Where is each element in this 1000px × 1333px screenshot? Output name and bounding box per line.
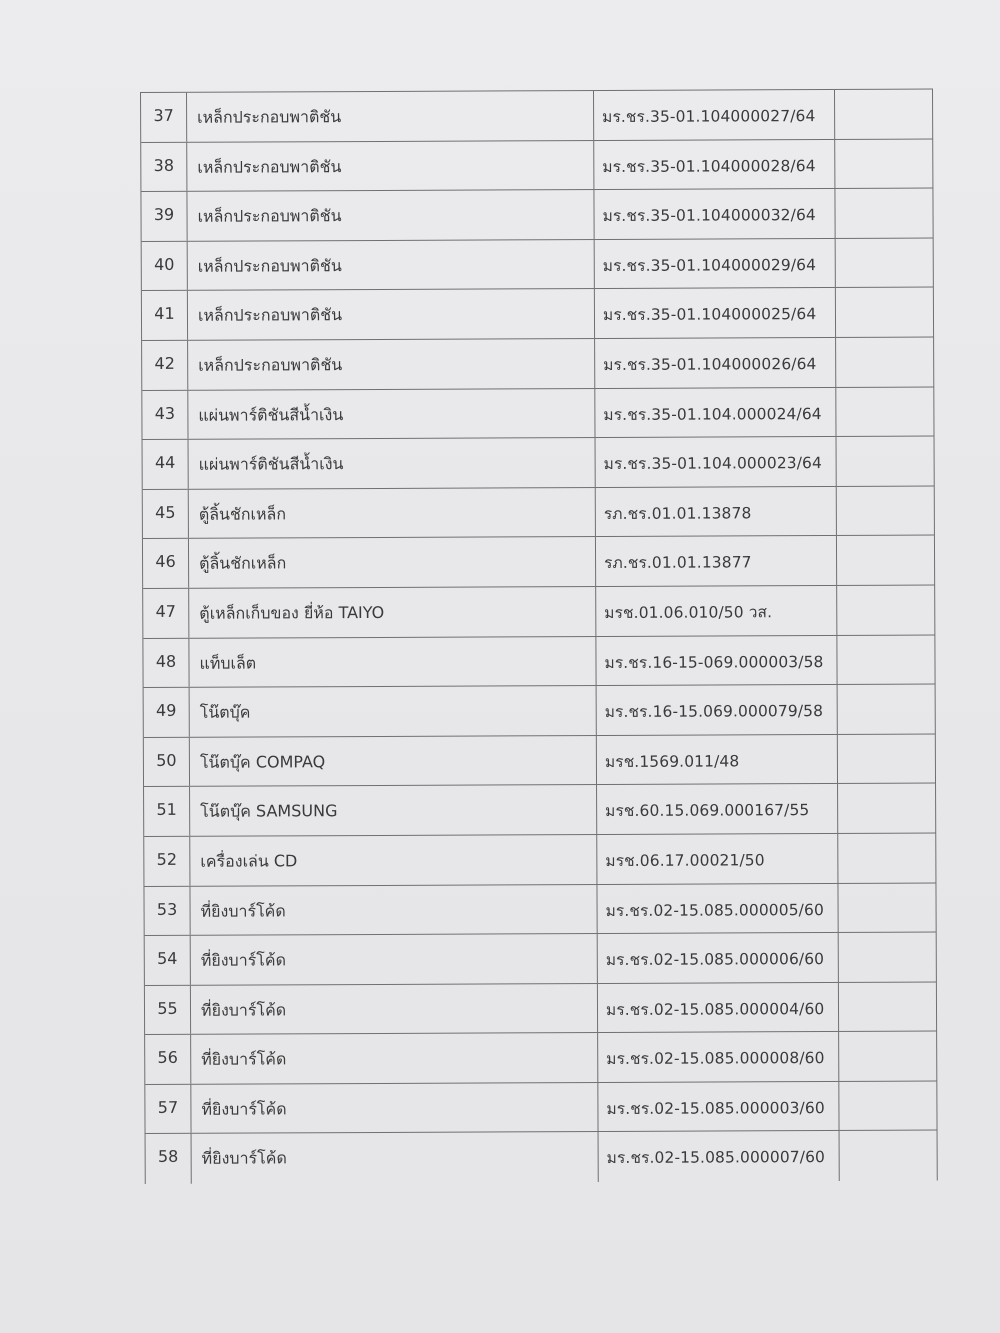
note-cell bbox=[838, 833, 936, 882]
table-row bbox=[142, 238, 934, 291]
row-number-cell: 38 bbox=[141, 142, 187, 191]
note-cell bbox=[838, 685, 936, 734]
table-row bbox=[143, 536, 935, 589]
asset-code-cell: มร.ชร.35-01.104000026/64 bbox=[595, 338, 836, 388]
asset-code-cell: มร.ชร.16-15.069.000079/58 bbox=[597, 685, 838, 735]
note-cell bbox=[839, 933, 937, 982]
asset-code-cell: มร.ชร.02-15.085.000006/60 bbox=[598, 933, 839, 983]
table-row bbox=[144, 784, 936, 837]
table-row bbox=[144, 833, 936, 886]
note-cell bbox=[839, 1081, 937, 1130]
row-number-cell: 55 bbox=[145, 985, 191, 1034]
note-cell bbox=[840, 1131, 938, 1181]
table-row bbox=[145, 1081, 937, 1134]
item-name-cell: ที่ยิงบาร์โค้ด bbox=[191, 1083, 598, 1133]
note-cell bbox=[836, 387, 934, 436]
asset-code-cell: มร.ชร.35-01.104000025/64 bbox=[595, 288, 836, 338]
row-number-cell: 47 bbox=[143, 589, 189, 638]
item-name-cell: ที่ยิงบาร์โค้ด bbox=[192, 1132, 599, 1183]
note-cell bbox=[837, 585, 935, 634]
row-number-cell: 43 bbox=[142, 390, 188, 439]
asset-code-cell: มร.ชร.02-15.085.000004/60 bbox=[598, 983, 839, 1033]
table-row bbox=[141, 189, 933, 242]
table-row bbox=[142, 288, 934, 341]
asset-code-cell: รภ.ชร.01.01.13877 bbox=[596, 536, 837, 586]
note-cell bbox=[839, 1032, 937, 1081]
table-row bbox=[144, 883, 936, 936]
asset-code-cell: มรช.1569.011/48 bbox=[597, 735, 838, 785]
asset-code-cell: มรช.01.06.010/50 วส. bbox=[596, 586, 837, 636]
table-row bbox=[144, 685, 936, 738]
item-name-cell: โน๊ตบุ๊ค COMPAQ bbox=[190, 736, 597, 786]
asset-code-cell: มร.ชร.35-01.104.000024/64 bbox=[595, 388, 836, 438]
table-row bbox=[143, 635, 935, 688]
item-name-cell: ตู้ลิ้นชักเหล็ก bbox=[189, 488, 596, 538]
item-name-cell: แผ่นพาร์ติชันสีน้ำเงิน bbox=[189, 438, 596, 488]
row-number-cell: 58 bbox=[146, 1134, 192, 1184]
table-row bbox=[141, 90, 933, 143]
item-name-cell: เหล็กประกอบพาติชัน bbox=[187, 91, 594, 141]
item-name-cell: ที่ยิงบาร์โค้ด bbox=[190, 885, 597, 935]
item-name-cell: เหล็กประกอบพาติชัน bbox=[188, 289, 595, 339]
item-name-cell: ที่ยิงบาร์โค้ด bbox=[191, 1033, 598, 1083]
asset-code-cell: มร.ชร.16-15-069.000003/58 bbox=[596, 635, 837, 685]
row-number-cell: 41 bbox=[142, 291, 188, 340]
note-cell bbox=[838, 734, 936, 783]
note-cell bbox=[837, 486, 935, 535]
note-cell bbox=[837, 536, 935, 585]
table-row bbox=[143, 585, 935, 638]
item-name-cell: เครื่องเล่น CD bbox=[190, 835, 597, 885]
row-number-cell: 44 bbox=[143, 440, 189, 489]
asset-code-cell: มร.ชร.02-15.085.000003/60 bbox=[598, 1082, 839, 1132]
table-row bbox=[143, 486, 935, 539]
note-cell bbox=[836, 338, 934, 387]
table-row bbox=[141, 139, 933, 192]
note-cell bbox=[838, 883, 936, 932]
item-name-cell: แท็บเล็ต bbox=[189, 637, 596, 687]
asset-code-cell: มรช.60.15.069.000167/55 bbox=[597, 784, 838, 834]
item-name-cell: เหล็กประกอบพาติชัน bbox=[187, 141, 594, 191]
item-name-cell: โน๊ตบุ๊ค SAMSUNG bbox=[190, 785, 597, 835]
asset-table bbox=[140, 89, 938, 1185]
item-name-cell: ตู้ลิ้นชักเหล็ก bbox=[189, 537, 596, 587]
asset-code-cell: รภ.ชร.01.01.13878 bbox=[596, 487, 837, 537]
note-cell bbox=[836, 238, 934, 287]
item-name-cell: แผ่นพาร์ติชันสีน้ำเงิน bbox=[188, 389, 595, 439]
row-number-cell: 42 bbox=[142, 341, 188, 390]
table-row bbox=[146, 1131, 938, 1184]
asset-code-cell: มร.ชร.35-01.104000032/64 bbox=[594, 189, 835, 239]
note-cell bbox=[836, 288, 934, 337]
item-name-cell: ที่ยิงบาร์โค้ด bbox=[191, 984, 598, 1034]
table-row bbox=[145, 982, 937, 1035]
item-name-cell: เหล็กประกอบพาติชัน bbox=[188, 339, 595, 389]
table-row bbox=[145, 1032, 937, 1085]
table-row bbox=[142, 338, 934, 391]
row-number-cell: 50 bbox=[144, 738, 190, 787]
row-number-cell: 45 bbox=[143, 490, 189, 539]
row-number-cell: 53 bbox=[144, 886, 190, 935]
row-number-cell: 46 bbox=[143, 539, 189, 588]
item-name-cell: เหล็กประกอบพาติชัน bbox=[188, 240, 595, 290]
asset-code-cell: มร.ชร.35-01.104.000023/64 bbox=[596, 437, 837, 487]
item-name-cell: โน๊ตบุ๊ค bbox=[190, 686, 597, 736]
table-row bbox=[143, 437, 935, 490]
asset-code-cell: มร.ชร.35-01.104000028/64 bbox=[594, 140, 835, 190]
row-number-cell: 54 bbox=[145, 936, 191, 985]
asset-code-cell: มร.ชร.35-01.104000027/64 bbox=[594, 90, 835, 140]
note-cell bbox=[835, 139, 933, 188]
asset-code-cell: มร.ชร.02-15.085.000005/60 bbox=[597, 883, 838, 933]
row-number-cell: 56 bbox=[145, 1035, 191, 1084]
asset-code-cell: มร.ชร.02-15.085.000008/60 bbox=[598, 1032, 839, 1082]
table-row bbox=[144, 734, 936, 787]
item-name-cell: ตู้เหล็กเก็บของ ยี่ห้อ TAIYO bbox=[189, 587, 596, 637]
row-number-cell: 39 bbox=[141, 192, 187, 241]
row-number-cell: 51 bbox=[144, 787, 190, 836]
asset-code-cell: มร.ชร.02-15.085.000007/60 bbox=[599, 1131, 840, 1182]
note-cell bbox=[837, 635, 935, 684]
note-cell bbox=[838, 784, 936, 833]
table-row bbox=[145, 933, 937, 986]
row-number-cell: 48 bbox=[143, 638, 189, 687]
row-number-cell: 57 bbox=[145, 1085, 191, 1134]
table-row bbox=[142, 387, 934, 440]
asset-code-cell: มร.ชร.35-01.104000029/64 bbox=[595, 239, 836, 289]
asset-code-cell: มรช.06.17.00021/50 bbox=[597, 834, 838, 884]
note-cell bbox=[835, 189, 933, 238]
note-cell bbox=[835, 90, 933, 139]
note-cell bbox=[837, 437, 935, 486]
item-name-cell: เหล็กประกอบพาติชัน bbox=[187, 190, 594, 240]
row-number-cell: 37 bbox=[141, 93, 187, 142]
row-number-cell: 49 bbox=[144, 688, 190, 737]
row-number-cell: 40 bbox=[142, 242, 188, 291]
row-number-cell: 52 bbox=[144, 837, 190, 886]
note-cell bbox=[839, 982, 937, 1031]
item-name-cell: ที่ยิงบาร์โค้ด bbox=[191, 934, 598, 984]
